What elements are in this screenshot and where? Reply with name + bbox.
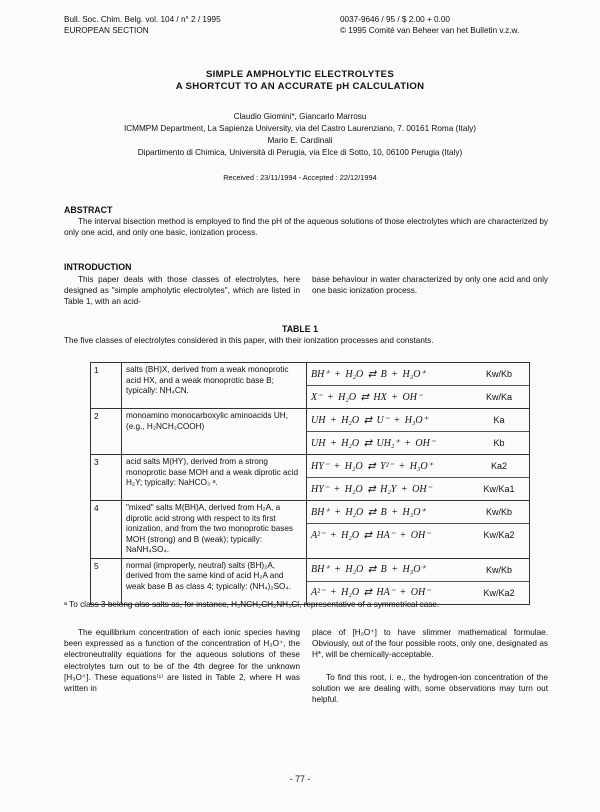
- ionization-constant: Ka: [493, 415, 505, 425]
- ionization-constant: Kw/Kb: [485, 507, 512, 517]
- ionization-constant: Kw/Kb: [485, 369, 512, 379]
- title-line-1: SIMPLE AMPHOLYTIC ELECTROLYTES: [205, 69, 395, 80]
- authors: Claudio Giomini*, Giancarlo Marrosu: [233, 112, 367, 121]
- ionization-equation: BH⁺ + H₂O ⇄ B + H₃O⁺: [311, 368, 426, 380]
- ionization-processes: [307, 501, 530, 559]
- table-row: [91, 409, 530, 455]
- affiliation-1: ICMMPM Department, La Sapienza University, via del Castro Laurenziano, 7. 00161 Roma (Italy): [123, 124, 477, 133]
- ionization-row: [307, 559, 529, 581]
- ionization-processes: [307, 455, 530, 501]
- ionization-constant: Kb: [493, 438, 505, 448]
- ionization-row: [307, 431, 529, 454]
- class-number: 5: [91, 558, 122, 604]
- class-description: salts (BH)X, derived from a weak monoprotic acid HX, and a weak monoprotic base B; typically: NH₄CN.: [122, 363, 307, 409]
- ionization-equation: UH + H₂O ⇄ UH₂⁺ + OH⁻: [311, 437, 436, 449]
- ionization-constant: Kw/Ka: [485, 392, 512, 402]
- ionization-processes: [307, 363, 530, 409]
- affiliation-2: Dipartimento di Chimica, Università di Perugia, via Elce di Sotto, 10, 06100 Perugia (Italy): [137, 148, 463, 157]
- table-row: [91, 501, 530, 559]
- ionization-constant: Ka2: [490, 461, 507, 471]
- ionization-constant: Kw/Ka1: [483, 484, 515, 494]
- ionization-processes: [307, 409, 530, 455]
- class-description: monoamino monocarboxylic aminoacids UH, (e.g., H₂NCH₂COOH): [122, 409, 307, 455]
- intro-right-column: base behaviour in water characterized by only one acid and only one basic ionization process.: [312, 275, 548, 296]
- ionization-equation: HY⁻ + H₂O ⇄ H₂Y + OH⁻: [311, 483, 432, 495]
- class-number: 4: [91, 501, 122, 559]
- table-caption: The five classes of electrolytes considered in this paper, with their ionization processes and constants.: [64, 336, 434, 345]
- body-right-paragraph-1: place of [H₃O⁺] to have slimmer mathematical formulae. Obviously, out of the four possible roots, only one, designated as H*, will be chemically-acceptable.: [312, 628, 548, 660]
- issn-code: 0037-9646 / 95 / $ 2.00 + 0.00: [340, 15, 450, 24]
- body-left-column: The equilibrium concentration of each ionic species having been expressed as a function of the concentration of H₃O⁺, the electroneutrality equations for the aqueous solutions of these electrolytes turn out to be of the 4th degree for the unknown [H₃O⁺]. These equations⁽¹⁾ are listed in Table 2, where H was written in: [64, 628, 300, 694]
- ionization-equation: A²⁻ + H₂O ⇄ HA⁻ + OH⁻: [311, 529, 431, 541]
- class-number: 1: [91, 363, 122, 409]
- ionization-equation: X⁻ + H₂O ⇄ HX + OH⁻: [311, 391, 423, 403]
- table-row: [91, 455, 530, 501]
- table-footnote: ᵃ To class 3 belong also salts as, for instance, H₂NCH₂CH₂NH₃Cl, representative of a symmetrical case.: [64, 600, 440, 609]
- journal-citation: Bull. Soc. Chim. Belg. vol. 104 / n° 2 / 1995: [64, 15, 221, 24]
- received-dates: Received : 23/11/1994 - Accepted : 22/12/1994: [223, 173, 377, 182]
- abstract-text: The interval bisection method is employed to find the pH of the aqueous solutions of those electrolytes which are characterized by only one acid, and only one basic, ionization process.: [64, 217, 548, 237]
- class-description: "mixed" salts M(BH)A, derived from H₂A, a diprotic acid strong with respect to its first ionization, and from the two monoprotic bases MOH (strong) and B (weak); typically: NaNH₄SO₄.: [122, 501, 307, 559]
- table-row: [91, 558, 530, 604]
- ionization-constant: Kw/Ka2: [483, 530, 515, 540]
- ionization-row: [307, 409, 529, 431]
- ionization-equation: BH⁺ + H₂O ⇄ B + H₃O⁺: [311, 564, 426, 575]
- class-description: normal (improperly, neutral) salts (BH)₂A, derived from the same kind of acid H₂A and weak base B as class 4; typically: (NH₄)₂SO₄.: [122, 558, 307, 604]
- ionization-equation: BH⁺ + H₂O ⇄ B + H₃O⁺: [311, 506, 426, 518]
- ionization-row: [307, 385, 529, 408]
- ionization-row: [307, 501, 529, 523]
- table-row: [91, 363, 530, 409]
- introduction-heading: INTRODUCTION: [64, 262, 132, 272]
- ionization-constant: Kw/Kb: [485, 564, 512, 575]
- author-3: Mario E. Cardinali: [267, 136, 333, 145]
- table-title: TABLE 1: [281, 324, 318, 334]
- page-number: - 77 -: [289, 774, 311, 784]
- intro-left-column: This paper deals with those classes of electrolytes, here designed as "simple ampholytic electrolytes", which are listed in Table 1, with an acid-: [64, 275, 300, 307]
- ionization-equation: HY⁻ + H₂O ⇄ Y²⁻ + H₃O⁺: [311, 460, 433, 472]
- copyright: © 1995 Comité van Beheer van het Bulletin v.z.w.: [340, 26, 520, 35]
- ionization-row: [307, 363, 529, 385]
- class-number: 2: [91, 409, 122, 455]
- ionization-processes: [307, 558, 530, 604]
- ionization-equation: UH + H₂O ⇄ U⁻ + H₃O⁺: [311, 414, 428, 426]
- ionization-constant: Kw/Ka2: [483, 587, 515, 598]
- title-line-2: A SHORTCUT TO AN ACCURATE pH CALCULATION: [175, 81, 425, 92]
- class-number: 3: [91, 455, 122, 501]
- ionization-equation: A²⁻ + H₂O ⇄ HA⁻ + OH⁻: [311, 587, 431, 598]
- abstract-heading: ABSTRACT: [64, 205, 113, 215]
- journal-section: EUROPEAN SECTION: [64, 26, 149, 35]
- ionization-row: [307, 523, 529, 546]
- ionization-row: [307, 477, 529, 500]
- electrolyte-table: [90, 362, 530, 605]
- ionization-row: [307, 455, 529, 477]
- body-right-paragraph-2: To find this root, i. e., the hydrogen-ion concentration of the solution we are dealing with, some observations may turn out helpful.: [312, 673, 548, 705]
- class-description: acid salts M(HY), derived from a strong monoprotic base MOH and a weak diprotic acid H₂Y; typically: NaHCO₃ ᵃ.: [122, 455, 307, 501]
